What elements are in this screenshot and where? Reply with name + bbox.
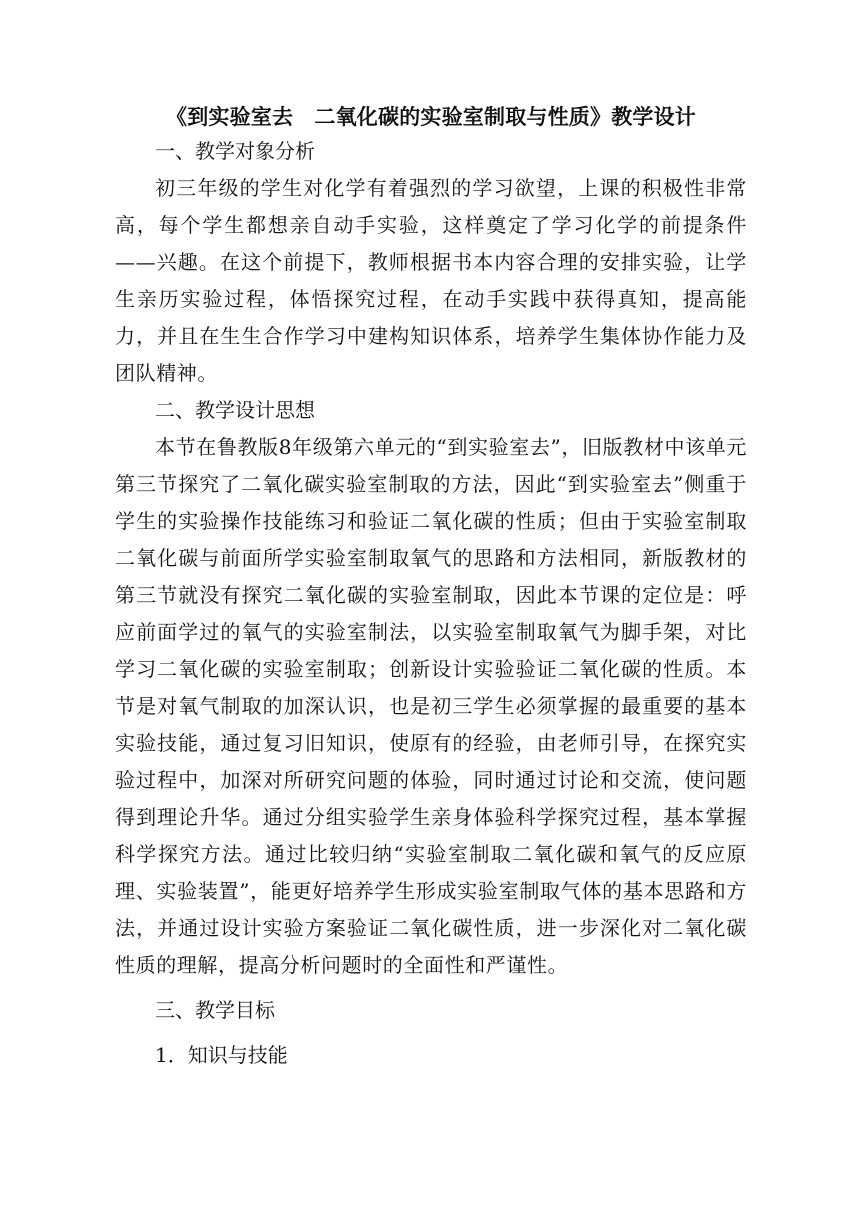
section-heading-design-idea: 二、教学设计思想 — [155, 398, 315, 422]
document-title: 《到实验室去 二氧化碳的实验室制取与性质》教学设计 — [166, 104, 696, 129]
document-body — [115, 101, 747, 1074]
section-paragraph-design-idea: 本节在鲁教版8年级第六单元的“到实验室去”，旧版教材中该单元第三节探究了二氧化碳实验室制取的方法，因此“到实验室去”侧重于学生的实验操作技能练习和验证二氧化碳的性质；但由于实验室制取二氧化碳与前面所学实验室制取氧气的思路和方法相同，新版教材的第三节就没有探究二氧化碳的实验室制取，因此本节课的定位是：呼应前面学过的氧气的实验室制法，以实验室制取氧气为脚手架，对比学习二氧化碳的实验室制取；创新设计实验验证二氧化碳的性质。本节是对氧气制取的加深认识，也是初三学生必须掌握的最重要的基本实验技能，通过复习旧知识，使原有的经验，由老师引导，在探究实验过程中，加深对所研究问题的体验，同时通过讨论和交流，使问题得到理论升华。通过分组实验学生亲身体验科学探究过程，基本掌握科学探究方法。通过比较归纳“实验室制取二氧化碳和氧气的反应原理、实验装置”，能更好培养学生形成实验室制取气体的基本思路和方法，并通过设计实验方案验证二氧化碳性质，进一步深化对二氧化碳性质的理解，提高分析问题时的全面性和严谨性。 — [115, 435, 747, 977]
subheading-knowledge-skills: 1．知识与技能 — [155, 1043, 288, 1067]
section-heading-objectives: 三、教学目标 — [155, 998, 275, 1022]
section-paragraph-analysis: 初三年级的学生对化学有着强烈的学习欲望，上课的积极性非常高，每个学生都想亲自动手实验，这样奠定了学习化学的前提条件——兴趣。在这个前提下，教师根据书本内容合理的安排实验，让学生亲历实验过程，体悟探究过程，在动手实践中获得真知，提高能力，并且在生生合作学习中建构知识体系，培养学生集体协作能力及团队精神。 — [115, 176, 747, 385]
section-heading-analysis: 一、教学对象分析 — [155, 139, 315, 163]
